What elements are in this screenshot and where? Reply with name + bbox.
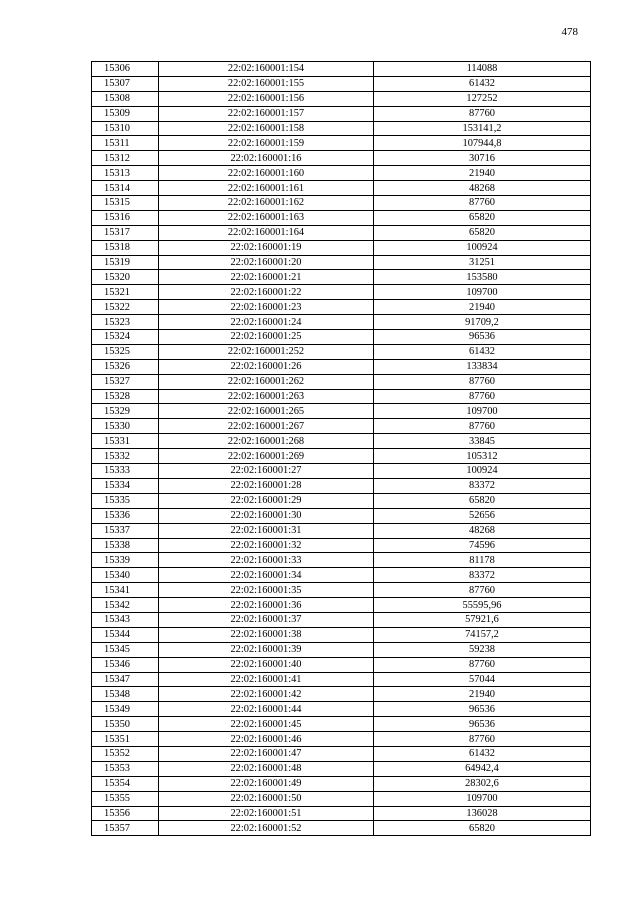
- cadastral-number-cell: 22:02:160001:160: [159, 166, 374, 181]
- value-cell: 87760: [374, 657, 591, 672]
- row-number-cell: 15353: [92, 761, 159, 776]
- value-cell: 114088: [374, 62, 591, 77]
- table-row: [92, 508, 591, 523]
- cadastral-number-cell: 22:02:160001:26: [159, 359, 374, 374]
- value-cell: 65820: [374, 210, 591, 225]
- cadastral-number-cell: 22:02:160001:38: [159, 627, 374, 642]
- cadastral-number-cell: 22:02:160001:39: [159, 642, 374, 657]
- cadastral-number-cell: 22:02:160001:21: [159, 270, 374, 285]
- cadastral-number-cell: 22:02:160001:47: [159, 746, 374, 761]
- value-cell: 100924: [374, 240, 591, 255]
- row-number-cell: 15323: [92, 315, 159, 330]
- row-number-cell: 15341: [92, 583, 159, 598]
- value-cell: 87760: [374, 374, 591, 389]
- table-row: [92, 359, 591, 374]
- row-number-cell: 15314: [92, 181, 159, 196]
- row-number-cell: 15316: [92, 210, 159, 225]
- value-cell: 59238: [374, 642, 591, 657]
- table-row: [92, 642, 591, 657]
- row-number-cell: 15334: [92, 478, 159, 493]
- table-row: [92, 181, 591, 196]
- row-number-cell: 15352: [92, 746, 159, 761]
- value-cell: 65820: [374, 821, 591, 836]
- table-row: [92, 270, 591, 285]
- table-row: [92, 419, 591, 434]
- cadastral-number-cell: 22:02:160001:44: [159, 702, 374, 717]
- row-number-cell: 15312: [92, 151, 159, 166]
- value-cell: 61432: [374, 344, 591, 359]
- table-row: [92, 76, 591, 91]
- cadastral-number-cell: 22:02:160001:40: [159, 657, 374, 672]
- cadastral-number-cell: 22:02:160001:31: [159, 523, 374, 538]
- table-row: [92, 389, 591, 404]
- cadastral-number-cell: 22:02:160001:262: [159, 374, 374, 389]
- value-cell: 21940: [374, 300, 591, 315]
- row-number-cell: 15335: [92, 493, 159, 508]
- row-number-cell: 15322: [92, 300, 159, 315]
- row-number-cell: 15306: [92, 62, 159, 77]
- table-row: [92, 106, 591, 121]
- row-number-cell: 15340: [92, 568, 159, 583]
- value-cell: 31251: [374, 255, 591, 270]
- table-row: [92, 240, 591, 255]
- value-cell: 74596: [374, 538, 591, 553]
- row-number-cell: 15342: [92, 598, 159, 613]
- value-cell: 91709,2: [374, 315, 591, 330]
- cadastral-number-cell: 22:02:160001:30: [159, 508, 374, 523]
- row-number-cell: 15331: [92, 434, 159, 449]
- cadastral-number-cell: 22:02:160001:267: [159, 419, 374, 434]
- value-cell: 83372: [374, 478, 591, 493]
- row-number-cell: 15346: [92, 657, 159, 672]
- row-number-cell: 15313: [92, 166, 159, 181]
- cadastral-number-cell: 22:02:160001:159: [159, 136, 374, 151]
- row-number-cell: 15357: [92, 821, 159, 836]
- value-cell: 87760: [374, 732, 591, 747]
- table-row: [92, 62, 591, 77]
- row-number-cell: 15336: [92, 508, 159, 523]
- row-number-cell: 15307: [92, 76, 159, 91]
- cadastral-number-cell: 22:02:160001:45: [159, 717, 374, 732]
- cadastral-number-cell: 22:02:160001:268: [159, 434, 374, 449]
- value-cell: 136028: [374, 806, 591, 821]
- cadastral-number-cell: 22:02:160001:25: [159, 330, 374, 345]
- value-cell: 57921,6: [374, 612, 591, 627]
- cadastral-number-cell: 22:02:160001:34: [159, 568, 374, 583]
- table-row: [92, 374, 591, 389]
- row-number-cell: 15355: [92, 791, 159, 806]
- table-row: [92, 344, 591, 359]
- table-row: [92, 598, 591, 613]
- cadastral-number-cell: 22:02:160001:164: [159, 225, 374, 240]
- cadastral-number-cell: 22:02:160001:46: [159, 732, 374, 747]
- value-cell: 96536: [374, 717, 591, 732]
- value-cell: 133834: [374, 359, 591, 374]
- cadastral-number-cell: 22:02:160001:35: [159, 583, 374, 598]
- table-row: [92, 315, 591, 330]
- table-row: [92, 746, 591, 761]
- table-row: [92, 434, 591, 449]
- value-cell: 21940: [374, 166, 591, 181]
- table-row: [92, 478, 591, 493]
- row-number-cell: 15325: [92, 344, 159, 359]
- value-cell: 109700: [374, 791, 591, 806]
- table-row: [92, 225, 591, 240]
- cadastral-number-cell: 22:02:160001:154: [159, 62, 374, 77]
- table-row: [92, 568, 591, 583]
- cadastral-number-cell: 22:02:160001:252: [159, 344, 374, 359]
- value-cell: 153141,2: [374, 121, 591, 136]
- value-cell: 65820: [374, 225, 591, 240]
- table-row: [92, 806, 591, 821]
- cadastral-number-cell: 22:02:160001:269: [159, 449, 374, 464]
- cadastral-number-cell: 22:02:160001:23: [159, 300, 374, 315]
- row-number-cell: 15354: [92, 776, 159, 791]
- row-number-cell: 15330: [92, 419, 159, 434]
- value-cell: 87760: [374, 196, 591, 211]
- cadastral-number-cell: 22:02:160001:50: [159, 791, 374, 806]
- cadastral-number-cell: 22:02:160001:49: [159, 776, 374, 791]
- row-number-cell: 15356: [92, 806, 159, 821]
- cadastral-number-cell: 22:02:160001:27: [159, 464, 374, 479]
- value-cell: 74157,2: [374, 627, 591, 642]
- row-number-cell: 15324: [92, 330, 159, 345]
- value-cell: 109700: [374, 285, 591, 300]
- row-number-cell: 15308: [92, 91, 159, 106]
- value-cell: 64942,4: [374, 761, 591, 776]
- cadastral-number-cell: 22:02:160001:33: [159, 553, 374, 568]
- table-row: [92, 285, 591, 300]
- cadastral-number-cell: 22:02:160001:48: [159, 761, 374, 776]
- cadastral-number-cell: 22:02:160001:156: [159, 91, 374, 106]
- cadastral-number-cell: 22:02:160001:29: [159, 493, 374, 508]
- cadastral-number-cell: 22:02:160001:28: [159, 478, 374, 493]
- row-number-cell: 15343: [92, 612, 159, 627]
- table-row: [92, 761, 591, 776]
- row-number-cell: 15315: [92, 196, 159, 211]
- row-number-cell: 15329: [92, 404, 159, 419]
- row-number-cell: 15327: [92, 374, 159, 389]
- value-cell: 100924: [374, 464, 591, 479]
- value-cell: 55595,96: [374, 598, 591, 613]
- value-cell: 61432: [374, 746, 591, 761]
- row-number-cell: 15311: [92, 136, 159, 151]
- row-number-cell: 15332: [92, 449, 159, 464]
- cadastral-number-cell: 22:02:160001:36: [159, 598, 374, 613]
- value-cell: 48268: [374, 523, 591, 538]
- cadastral-number-cell: 22:02:160001:16: [159, 151, 374, 166]
- cadastral-number-cell: 22:02:160001:52: [159, 821, 374, 836]
- row-number-cell: 15320: [92, 270, 159, 285]
- cadastral-number-cell: 22:02:160001:161: [159, 181, 374, 196]
- value-cell: 81178: [374, 553, 591, 568]
- table-row: [92, 702, 591, 717]
- row-number-cell: 15348: [92, 687, 159, 702]
- value-cell: 87760: [374, 419, 591, 434]
- cadastral-table: [91, 61, 591, 836]
- cadastral-number-cell: 22:02:160001:41: [159, 672, 374, 687]
- cadastral-number-cell: 22:02:160001:22: [159, 285, 374, 300]
- row-number-cell: 15337: [92, 523, 159, 538]
- cadastral-number-cell: 22:02:160001:37: [159, 612, 374, 627]
- cadastral-number-cell: 22:02:160001:163: [159, 210, 374, 225]
- value-cell: 96536: [374, 330, 591, 345]
- row-number-cell: 15317: [92, 225, 159, 240]
- row-number-cell: 15309: [92, 106, 159, 121]
- table-row: [92, 717, 591, 732]
- row-number-cell: 15310: [92, 121, 159, 136]
- value-cell: 30716: [374, 151, 591, 166]
- value-cell: 107944,8: [374, 136, 591, 151]
- table-row: [92, 627, 591, 642]
- cadastral-number-cell: 22:02:160001:42: [159, 687, 374, 702]
- table-row: [92, 583, 591, 598]
- row-number-cell: 15328: [92, 389, 159, 404]
- table-row: [92, 449, 591, 464]
- page-number: 478: [561, 26, 578, 38]
- row-number-cell: 15333: [92, 464, 159, 479]
- table-row: [92, 136, 591, 151]
- table-row: [92, 538, 591, 553]
- value-cell: 57044: [374, 672, 591, 687]
- value-cell: 83372: [374, 568, 591, 583]
- row-number-cell: 15321: [92, 285, 159, 300]
- row-number-cell: 15319: [92, 255, 159, 270]
- table-row: [92, 493, 591, 508]
- row-number-cell: 15347: [92, 672, 159, 687]
- table-row: [92, 612, 591, 627]
- value-cell: 48268: [374, 181, 591, 196]
- table-row: [92, 657, 591, 672]
- value-cell: 87760: [374, 583, 591, 598]
- value-cell: 28302,6: [374, 776, 591, 791]
- cadastral-number-cell: 22:02:160001:24: [159, 315, 374, 330]
- table-row: [92, 776, 591, 791]
- cadastral-number-cell: 22:02:160001:162: [159, 196, 374, 211]
- cadastral-number-cell: 22:02:160001:32: [159, 538, 374, 553]
- cadastral-number-cell: 22:02:160001:51: [159, 806, 374, 821]
- row-number-cell: 15344: [92, 627, 159, 642]
- value-cell: 87760: [374, 106, 591, 121]
- table-row: [92, 672, 591, 687]
- value-cell: 96536: [374, 702, 591, 717]
- value-cell: 21940: [374, 687, 591, 702]
- row-number-cell: 15318: [92, 240, 159, 255]
- table-row: [92, 255, 591, 270]
- value-cell: 127252: [374, 91, 591, 106]
- table-row: [92, 523, 591, 538]
- table-row: [92, 732, 591, 747]
- cadastral-number-cell: 22:02:160001:263: [159, 389, 374, 404]
- table-row: [92, 196, 591, 211]
- row-number-cell: 15326: [92, 359, 159, 374]
- value-cell: 87760: [374, 389, 591, 404]
- table-row: [92, 464, 591, 479]
- cadastral-number-cell: 22:02:160001:265: [159, 404, 374, 419]
- table-row: [92, 330, 591, 345]
- row-number-cell: 15339: [92, 553, 159, 568]
- table-row: [92, 687, 591, 702]
- cadastral-number-cell: 22:02:160001:19: [159, 240, 374, 255]
- value-cell: 33845: [374, 434, 591, 449]
- table-row: [92, 151, 591, 166]
- cadastral-number-cell: 22:02:160001:20: [159, 255, 374, 270]
- table-row: [92, 553, 591, 568]
- row-number-cell: 15349: [92, 702, 159, 717]
- cadastral-number-cell: 22:02:160001:155: [159, 76, 374, 91]
- table-row: [92, 210, 591, 225]
- row-number-cell: 15350: [92, 717, 159, 732]
- row-number-cell: 15338: [92, 538, 159, 553]
- table-row: [92, 404, 591, 419]
- value-cell: 61432: [374, 76, 591, 91]
- row-number-cell: 15345: [92, 642, 159, 657]
- cadastral-number-cell: 22:02:160001:158: [159, 121, 374, 136]
- row-number-cell: 15351: [92, 732, 159, 747]
- cadastral-number-cell: 22:02:160001:157: [159, 106, 374, 121]
- table-row: [92, 791, 591, 806]
- table-row: [92, 91, 591, 106]
- table-row: [92, 121, 591, 136]
- table-row: [92, 821, 591, 836]
- value-cell: 109700: [374, 404, 591, 419]
- table-body: [92, 62, 591, 836]
- value-cell: 105312: [374, 449, 591, 464]
- table-row: [92, 300, 591, 315]
- value-cell: 153580: [374, 270, 591, 285]
- value-cell: 52656: [374, 508, 591, 523]
- value-cell: 65820: [374, 493, 591, 508]
- table-row: [92, 166, 591, 181]
